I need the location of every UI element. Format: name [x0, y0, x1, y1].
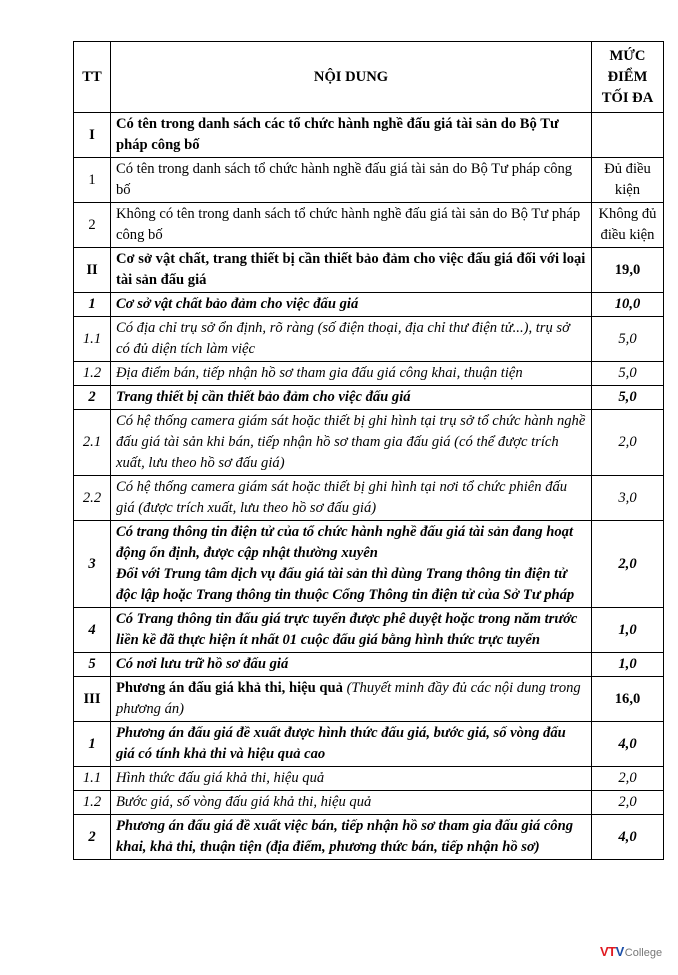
table-row: [74, 815, 664, 860]
content-line: Hình thức đấu giá khả thi, hiệu quả: [116, 770, 325, 786]
table-row: [74, 767, 664, 791]
vtv-college-watermark: [600, 944, 662, 959]
content-line: Có tên trong danh sách tổ chức hành nghề đấu giá tài sản do Bộ Tư pháp công bố: [116, 161, 573, 198]
row-score: 19,0: [592, 248, 664, 293]
row-content: [111, 293, 592, 317]
header-score-line: TỐI ĐA: [601, 89, 654, 106]
row-score: 5,0: [592, 362, 664, 386]
table-row: [74, 410, 664, 476]
table-row: [74, 791, 664, 815]
content-line: Phương án đấu giá đề xuất việc bán, tiếp nhận hồ sơ tham gia đấu giá công khai, khả thi, thuận tiện (địa điểm, phương thức bán, tiếp nhận hồ sơ): [116, 818, 574, 855]
row-score: 2,0: [592, 767, 664, 791]
row-content: [111, 386, 592, 410]
header-score: [592, 42, 664, 113]
row-score: 16,0: [592, 677, 664, 722]
row-score: 5,0: [592, 317, 664, 362]
row-score: 3,0: [592, 476, 664, 521]
row-number: 1: [74, 158, 111, 203]
vtv-logo: [600, 944, 624, 959]
table-row: [74, 362, 664, 386]
row-number: 1.1: [74, 767, 111, 791]
row-content: [111, 476, 592, 521]
row-content: [111, 521, 592, 608]
row-number: 2: [74, 386, 111, 410]
row-number: 1.2: [74, 362, 111, 386]
table-row: [74, 521, 664, 608]
row-content: [111, 608, 592, 653]
table-row: [74, 653, 664, 677]
row-number: 1.1: [74, 317, 111, 362]
row-number: III: [74, 677, 111, 722]
row-number: 1: [74, 722, 111, 767]
row-content: [111, 203, 592, 248]
content-line: Có địa chỉ trụ sở ổn định, rõ ràng (số điện thoại, địa chỉ thư điện tử...), trụ sở có đủ diện tích làm việc: [116, 320, 570, 357]
row-content: [111, 317, 592, 362]
table-row: [74, 677, 664, 722]
content-line: Đối với Trung tâm dịch vụ đấu giá tài sản thì dùng Trang thông tin điện tử độc lập hoặc Trang thông tin thuộc Cổng Thông tin điện tử của Sở Tư pháp: [116, 566, 575, 603]
row-number: 2: [74, 815, 111, 860]
header-content: NỘI DUNG: [111, 42, 592, 113]
header-tt: TT: [74, 42, 111, 113]
table-row: [74, 248, 664, 293]
row-number: 4: [74, 608, 111, 653]
row-score: 1,0: [592, 653, 664, 677]
row-content: [111, 815, 592, 860]
content-line: Không có tên trong danh sách tổ chức hành nghề đấu giá tài sản do Bộ Tư pháp công bố: [116, 206, 581, 243]
row-content: [111, 722, 592, 767]
logo-text: V: [615, 944, 624, 959]
row-content: [111, 767, 592, 791]
content-line: Có tên trong danh sách các tổ chức hành nghề đấu giá tài sản do Bộ Tư pháp công bố: [116, 116, 559, 153]
content-line: Bước giá, số vòng đấu giá khả thi, hiệu quả: [116, 794, 372, 810]
table-row: [74, 386, 664, 410]
row-score: 2,0: [592, 410, 664, 476]
table-row: [74, 476, 664, 521]
row-score: Đủ điều kiện: [592, 158, 664, 203]
logo-suffix: College: [624, 947, 663, 959]
logo-text: VT: [600, 944, 616, 959]
header-score-line: MỨC: [609, 47, 646, 64]
table-row: [74, 203, 664, 248]
content-note: (Thuyết minh đầy đủ các nội dung trong phương án): [116, 680, 581, 717]
header-score-line: ĐIỂM: [607, 68, 648, 85]
content-line: Có nơi lưu trữ hồ sơ đấu giá: [116, 656, 289, 672]
table-row: [74, 293, 664, 317]
row-number: 3: [74, 521, 111, 608]
content-line: Có trang thông tin điện tử của tổ chức hành nghề đấu giá tài sản đang hoạt động ổn định, được cập nhật thường xuyên: [116, 524, 574, 561]
row-number: 5: [74, 653, 111, 677]
row-score: 10,0: [592, 293, 664, 317]
content-line: Cơ sở vật chất bảo đảm cho việc đấu giá: [116, 296, 359, 312]
row-content: [111, 113, 592, 158]
content-line: Cơ sở vật chất, trang thiết bị cần thiết bảo đảm cho việc đấu giá đối với loại tài sản đấu giá: [116, 251, 586, 288]
row-number: 1: [74, 293, 111, 317]
table-row: [74, 317, 664, 362]
row-score: 2,0: [592, 521, 664, 608]
content-line: Địa điểm bán, tiếp nhận hồ sơ tham gia đấu giá công khai, thuận tiện: [116, 365, 523, 381]
table-row: [74, 722, 664, 767]
content-line: Có Trang thông tin đấu giá trực tuyến được phê duyệt hoặc trong năm trước liền kề đã thực hiện ít nhất 01 cuộc đấu giá bằng hình thức trực tuyến: [116, 611, 578, 648]
row-number: 2.1: [74, 410, 111, 476]
row-content: [111, 248, 592, 293]
content-line: Phương án đấu giá khả thi, hiệu quả (Thuyết minh đầy đủ các nội dung trong phương án): [116, 680, 581, 717]
content-line: Trang thiết bị cần thiết bảo đảm cho việc đấu giá: [116, 389, 411, 405]
row-content: [111, 410, 592, 476]
row-score: 5,0: [592, 386, 664, 410]
row-score: Không đủ điều kiện: [592, 203, 664, 248]
row-score: 4,0: [592, 722, 664, 767]
row-content: [111, 791, 592, 815]
table-row: [74, 113, 664, 158]
row-number: 1.2: [74, 791, 111, 815]
row-score: 4,0: [592, 815, 664, 860]
row-number: 2.2: [74, 476, 111, 521]
table-row: [74, 158, 664, 203]
row-content: [111, 653, 592, 677]
content-line: Phương án đấu giá đề xuất được hình thức đấu giá, bước giá, số vòng đấu giá có tính khả thi và hiệu quả cao: [116, 725, 566, 762]
row-number: 2: [74, 203, 111, 248]
table-body: [74, 113, 664, 860]
criteria-table: [73, 41, 664, 860]
row-score: [592, 113, 664, 158]
row-content: [111, 677, 592, 722]
row-content: [111, 362, 592, 386]
row-number: I: [74, 113, 111, 158]
content-line: Có hệ thống camera giám sát hoặc thiết bị ghi hình tại trụ sở tổ chức hành nghề đấu giá tài sản khi bán, tiếp nhận hồ sơ tham gia đấu giá (có thể được trích xuất, lưu theo hồ sơ đấu giá): [116, 413, 586, 471]
header-row: [74, 42, 664, 113]
row-content: [111, 158, 592, 203]
row-number: II: [74, 248, 111, 293]
content-line: Có hệ thống camera giám sát hoặc thiết bị ghi hình tại nơi tổ chức phiên đấu giá (được trích xuất, lưu theo hồ sơ đấu giá): [116, 479, 568, 516]
row-score: 2,0: [592, 791, 664, 815]
row-score: 1,0: [592, 608, 664, 653]
table-row: [74, 608, 664, 653]
